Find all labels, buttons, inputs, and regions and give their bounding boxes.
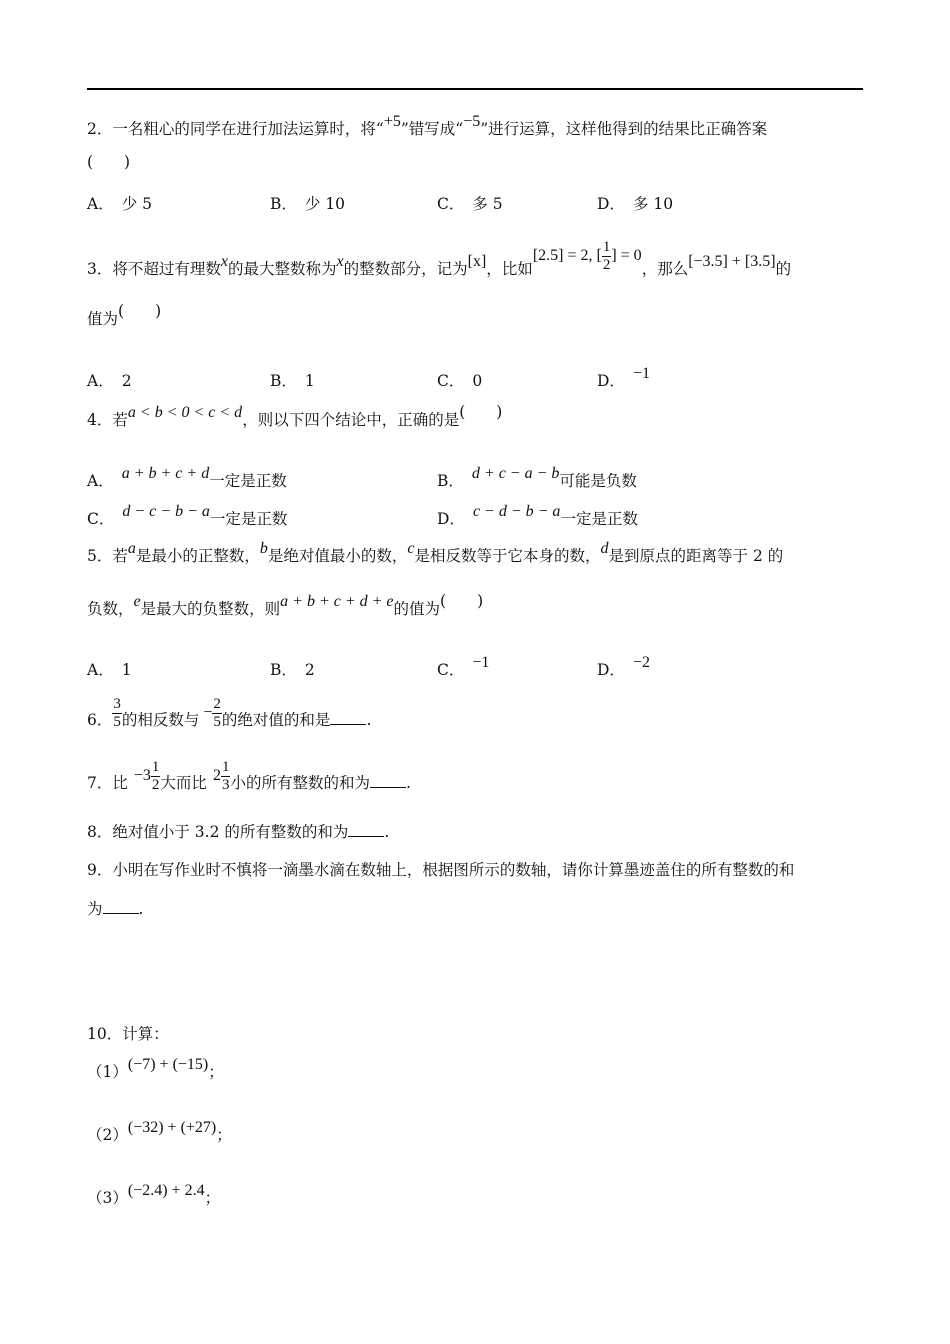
question-10-item-3 — [87, 1182, 221, 1209]
question-text: 若 — [112, 411, 128, 429]
option-b — [270, 194, 345, 214]
option-text: −1 — [472, 654, 490, 671]
option-label: C． — [437, 195, 465, 213]
question-text: ”错写成“ — [400, 120, 464, 138]
fraction-numerator: 2 — [213, 695, 221, 712]
question-8 — [87, 822, 389, 842]
option-text: 一定是正数 — [209, 510, 288, 528]
item-label: （2） — [87, 1126, 128, 1144]
question-number: 5． — [87, 547, 113, 565]
question-text: 是最小的正整数， — [135, 547, 260, 565]
question-text: 绝对值小于 3.2 的所有整数的和为 — [112, 823, 349, 841]
question-text: 比 — [112, 774, 128, 792]
option-d — [597, 194, 673, 214]
option-text: 1 — [304, 372, 315, 390]
question-text: 若 — [112, 547, 128, 565]
question-2-line-2: ( ) — [87, 153, 131, 171]
option-text: −2 — [632, 654, 650, 671]
punctuation: ； — [208, 1063, 224, 1081]
option-label: B． — [437, 472, 464, 490]
question-text: 为 — [87, 900, 103, 918]
option-label: A． — [87, 195, 114, 213]
question-text: ”进行运算，这样他得到的结果比正确答案 — [480, 120, 768, 138]
question-text: 的相反数与 — [121, 711, 200, 729]
fraction — [212, 696, 222, 731]
fraction-numerator: 1 — [602, 239, 611, 255]
item-label: （1） — [87, 1063, 128, 1081]
option-b — [270, 371, 315, 391]
math-variable: a — [127, 540, 136, 557]
option-label: A． — [87, 372, 114, 390]
answer-parentheses: ( ) — [118, 302, 162, 320]
question-text: 的 — [775, 260, 792, 279]
question-5-line-2 — [87, 592, 484, 620]
option-b — [270, 660, 315, 680]
header-rule — [87, 88, 863, 90]
math-variable: x — [336, 253, 344, 271]
question-6 — [87, 695, 372, 741]
punctuation: . — [138, 900, 144, 918]
question-text: 是到原点的距离等于 2 的 — [608, 547, 784, 565]
option-text: 一定是正数 — [560, 510, 638, 528]
question-10 — [87, 1024, 169, 1044]
option-label: B． — [270, 195, 297, 213]
math-expression: a < b < 0 < c < d — [127, 404, 243, 421]
answer-parentheses: ( ) — [459, 403, 503, 421]
option-label: D． — [597, 195, 625, 213]
fraction — [151, 759, 161, 794]
option-label: A． — [87, 661, 114, 679]
question-number: 6． — [87, 711, 113, 729]
math-expression: [x] — [467, 253, 487, 271]
question-text: 的整数部分，记为 — [343, 260, 468, 279]
question-text: 是绝对值最小的数， — [267, 547, 408, 565]
option-text: 多 10 — [632, 195, 674, 213]
option-c — [437, 371, 482, 391]
minus-sign: − — [203, 704, 213, 721]
option-text: 一定是正数 — [209, 472, 287, 490]
math-variable: x — [220, 253, 228, 271]
option-label: C． — [437, 661, 465, 679]
option-text: 1 — [121, 661, 132, 679]
option-text: 可能是负数 — [559, 472, 637, 490]
math-part: [2.5] = 2, [ — [532, 247, 602, 265]
fraction-denominator: 3 — [221, 776, 230, 793]
mixed-number-integer: −3 — [133, 767, 151, 784]
option-label: C． — [87, 510, 115, 528]
option-label: D． — [597, 372, 625, 390]
item-label: （3） — [87, 1189, 128, 1207]
option-label: B． — [270, 372, 297, 390]
option-c — [87, 503, 288, 530]
option-a — [87, 371, 132, 391]
answer-parentheses: ( ) — [440, 592, 484, 610]
punctuation: . — [384, 823, 390, 841]
fraction — [221, 759, 231, 794]
question-text: ，比如 — [486, 260, 533, 279]
option-d — [437, 503, 638, 530]
question-text: 值为 — [87, 310, 119, 328]
option-d — [597, 365, 650, 392]
math-variable: c — [407, 540, 415, 557]
option-label: B． — [270, 661, 297, 679]
question-number: 3． — [87, 260, 113, 279]
question-3-line-2 — [87, 302, 162, 329]
question-text: 是最大的负整数，则 — [140, 600, 281, 618]
option-text: 2 — [121, 372, 132, 390]
math-expression: [−3.5] + [3.5] — [688, 253, 776, 271]
option-text: 2 — [304, 661, 315, 679]
math-expression: d + c − a − b — [471, 465, 560, 482]
option-label: D． — [597, 661, 625, 679]
question-7 — [87, 758, 411, 804]
fraction — [112, 696, 122, 731]
fraction-numerator: 1 — [221, 758, 230, 775]
question-3-line-1 — [87, 239, 792, 288]
question-text: 的值为 — [393, 600, 441, 618]
math-expression: (−2.4) + 2.4 — [127, 1182, 205, 1199]
punctuation: . — [366, 711, 372, 729]
question-9-line-2 — [87, 899, 143, 919]
option-label: A． — [87, 472, 114, 490]
question-number: 4． — [87, 411, 113, 429]
math-example — [532, 239, 642, 273]
fraction-denominator: 2 — [602, 257, 611, 273]
math-expression: (−7) + (−15) — [127, 1056, 209, 1073]
question-text: 的绝对值的和是 — [221, 711, 331, 729]
option-c — [437, 194, 503, 214]
option-label: D． — [437, 510, 465, 528]
question-text: 计算： — [122, 1025, 169, 1043]
answer-blank[interactable] — [330, 710, 366, 725]
fraction-denominator: 5 — [213, 713, 221, 730]
question-text: 是相反数等于它本身的数， — [414, 547, 601, 565]
math-part: ] = 0 — [611, 247, 642, 265]
question-number: 9． — [87, 861, 113, 879]
question-10-item-1 — [87, 1056, 224, 1083]
option-d — [597, 654, 650, 681]
question-text: 将不超过有理数 — [112, 260, 221, 279]
question-10-item-2 — [87, 1119, 232, 1146]
punctuation: . — [405, 774, 411, 792]
question-9-line-1 — [87, 860, 794, 880]
option-b — [437, 465, 637, 492]
option-label: C． — [437, 372, 465, 390]
option-c — [437, 654, 490, 681]
question-text: 小的所有整数的和为 — [230, 774, 370, 792]
answer-blank[interactable] — [348, 822, 384, 837]
math-expression: −5 — [463, 113, 481, 130]
question-text: 一名粗心的同学在进行加法运算时，将“ — [112, 120, 384, 138]
option-text: 多 5 — [472, 195, 503, 213]
math-expression: c − d − b − a — [472, 503, 561, 520]
question-text: 的最大整数称为 — [228, 260, 337, 279]
math-expression: d − c − b − a — [122, 503, 210, 520]
option-text: 少 5 — [121, 195, 152, 213]
fraction — [602, 239, 612, 274]
math-expression: +5 — [383, 113, 401, 130]
math-expression: (−32) + (+27) — [127, 1119, 217, 1136]
question-2-line-1 — [87, 113, 768, 140]
math-variable: d — [600, 540, 609, 557]
option-a — [87, 660, 132, 680]
question-text: 负数， — [87, 600, 134, 618]
option-a — [87, 194, 152, 214]
option-text: 少 10 — [304, 195, 346, 213]
fraction-numerator: 3 — [113, 695, 121, 712]
answer-blank[interactable] — [103, 899, 139, 914]
question-number: 10． — [87, 1025, 123, 1043]
fraction-denominator: 5 — [113, 713, 121, 730]
math-variable: b — [259, 540, 268, 557]
mixed-number-integer: 2 — [212, 767, 221, 784]
option-text: −1 — [632, 365, 650, 382]
question-text: ，那么 — [641, 260, 689, 279]
question-text: 小明在写作业时不慎将一滴墨水滴在数轴上，根据图所示的数轴，请你计算墨迹盖住的所有整数的和 — [112, 861, 795, 879]
question-number: 2． — [87, 120, 113, 138]
option-text: 0 — [472, 372, 483, 390]
question-5-line-1 — [87, 540, 784, 567]
math-expression: a + b + c + d + e — [280, 593, 394, 610]
punctuation: ； — [216, 1126, 232, 1144]
fraction-denominator: 2 — [151, 776, 160, 793]
option-a — [87, 465, 287, 492]
question-number: 8． — [87, 823, 113, 841]
question-4-line-1 — [87, 403, 503, 431]
math-variable: e — [133, 593, 141, 610]
question-text: ，则以下四个结论中，正确的是 — [242, 411, 460, 429]
question-number: 7． — [87, 774, 113, 792]
answer-blank[interactable] — [370, 773, 406, 788]
question-text: 大而比 — [160, 774, 207, 792]
punctuation: ； — [204, 1189, 221, 1207]
fraction-numerator: 1 — [151, 758, 160, 775]
math-expression: a + b + c + d — [121, 465, 210, 482]
